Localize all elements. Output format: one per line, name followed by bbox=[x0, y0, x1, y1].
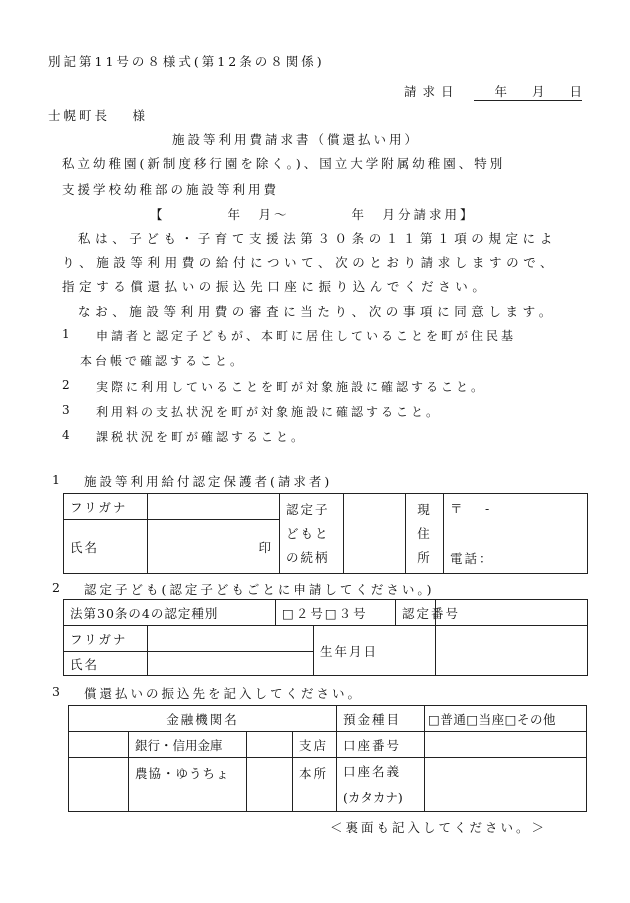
child-furigana-field[interactable] bbox=[148, 626, 314, 652]
body-p1-line1: 私は、子ども・子育て支援法第３０条の１１第１項の規定によ bbox=[78, 231, 557, 246]
birth-field[interactable] bbox=[436, 626, 588, 676]
body-p1-line2: り、施設等利用費の給付について、次のとおり請求しますので、 bbox=[62, 255, 558, 270]
branch-label: 支店 bbox=[293, 732, 337, 758]
request-date-field[interactable]: 年 月 日 bbox=[474, 82, 582, 101]
head-office-label: 本所 bbox=[293, 758, 337, 812]
item-3-num: 3 bbox=[62, 403, 70, 417]
body-p1-line3: 指定する償還払いの振込先口座に振り込んでください。 bbox=[62, 279, 490, 294]
nokyo-prefix-field[interactable] bbox=[69, 758, 129, 812]
guardian-furigana-field[interactable] bbox=[148, 494, 280, 520]
deposit-type-options[interactable]: □普通□当座□その他 bbox=[425, 706, 587, 732]
item-2-text: 実際に利用していることを町が対象施設に確認すること。 bbox=[96, 380, 487, 394]
branch-field[interactable] bbox=[247, 732, 293, 758]
relation-field[interactable] bbox=[344, 494, 406, 574]
guardian-name-field[interactable] bbox=[148, 520, 280, 574]
item-2-num: 2 bbox=[62, 378, 70, 392]
item-4-num: 4 bbox=[62, 428, 70, 442]
bank-name-label: 金融機関名 bbox=[69, 706, 337, 732]
cert-no-label: 認定番号 bbox=[396, 600, 436, 626]
addressee: 士幌町長 様 bbox=[48, 108, 148, 123]
body-p2: なお、施設等利用費の審査に当たり、次の事項に同意します。 bbox=[78, 304, 556, 319]
account-no-field[interactable] bbox=[425, 732, 587, 758]
period-line: 【 年 月～ 年 月分請求用】 bbox=[150, 207, 476, 222]
bank-table bbox=[68, 705, 587, 812]
head-office-field[interactable] bbox=[247, 758, 293, 812]
bank-type-label: 銀行・信用金庫 bbox=[129, 732, 247, 758]
item-1-num: 1 bbox=[62, 327, 70, 341]
form-id: 別記第11号の８様式(第12条の８関係) bbox=[48, 54, 325, 69]
request-date-label: 請求日 bbox=[404, 84, 460, 99]
footer-note: ＜裏面も記入してください。＞ bbox=[330, 820, 548, 835]
holder-label: 口座名義 (カタカナ) bbox=[337, 758, 425, 812]
phone-field[interactable]: 電話： bbox=[444, 520, 588, 574]
cert-type-options[interactable]: □２号□３号 bbox=[276, 600, 396, 626]
bank-prefix-field[interactable] bbox=[69, 732, 129, 758]
seal-mark: 印 bbox=[258, 539, 273, 555]
cert-type-label: 法第30条の4の認定種別 bbox=[64, 600, 276, 626]
section1-num: 1 bbox=[52, 472, 60, 487]
child-name-label: 氏名 bbox=[64, 652, 148, 676]
child-furigana-label: フリガナ bbox=[64, 626, 148, 652]
section3-title: 償還払いの振込先を記入してください。 bbox=[84, 686, 364, 701]
item-4-text: 課税状況を町が確認すること。 bbox=[96, 430, 307, 444]
subject-line-1: 私立幼稚園(新制度移行園を除く。)、国立大学附属幼稚園、特別 bbox=[62, 156, 506, 171]
holder-field[interactable] bbox=[425, 758, 587, 812]
account-no-label: 口座番号 bbox=[337, 732, 425, 758]
guardian-table bbox=[63, 493, 588, 574]
address-label: 現 住 所 bbox=[406, 494, 444, 574]
relation-label: 認定子 どもと の続柄 bbox=[280, 494, 344, 574]
subject-line-2: 支援学校幼稚部の施設等利用費 bbox=[62, 182, 280, 197]
item-1-text-cont: 本台帳で確認すること。 bbox=[80, 354, 246, 368]
page-title: 施設等利用費請求書（償還払い用） bbox=[172, 132, 421, 147]
item-3-text: 利用料の支払状況を町が対象施設に確認すること。 bbox=[96, 405, 442, 419]
guardian-name-label: 氏名 bbox=[64, 520, 148, 574]
child-table bbox=[63, 599, 588, 676]
section2-title: 認定子ども(認定子どもごとに申請してください。) bbox=[84, 582, 435, 597]
nokyo-label: 農協・ゆうちょ bbox=[129, 758, 247, 812]
guardian-furigana-label: フリガナ bbox=[64, 494, 148, 520]
section1-title: 施設等利用給付認定保護者(請求者) bbox=[84, 474, 333, 489]
deposit-type-label: 預金種目 bbox=[337, 706, 425, 732]
section2-num: 2 bbox=[52, 580, 60, 595]
section3-num: 3 bbox=[52, 684, 60, 699]
item-1-text: 申請者と認定子どもが、本町に居住していることを町が住民基 bbox=[96, 329, 517, 343]
birth-label: 生年月日 bbox=[314, 626, 436, 676]
postal-field[interactable]: 〒 - bbox=[444, 494, 588, 520]
child-name-field[interactable] bbox=[148, 652, 314, 676]
